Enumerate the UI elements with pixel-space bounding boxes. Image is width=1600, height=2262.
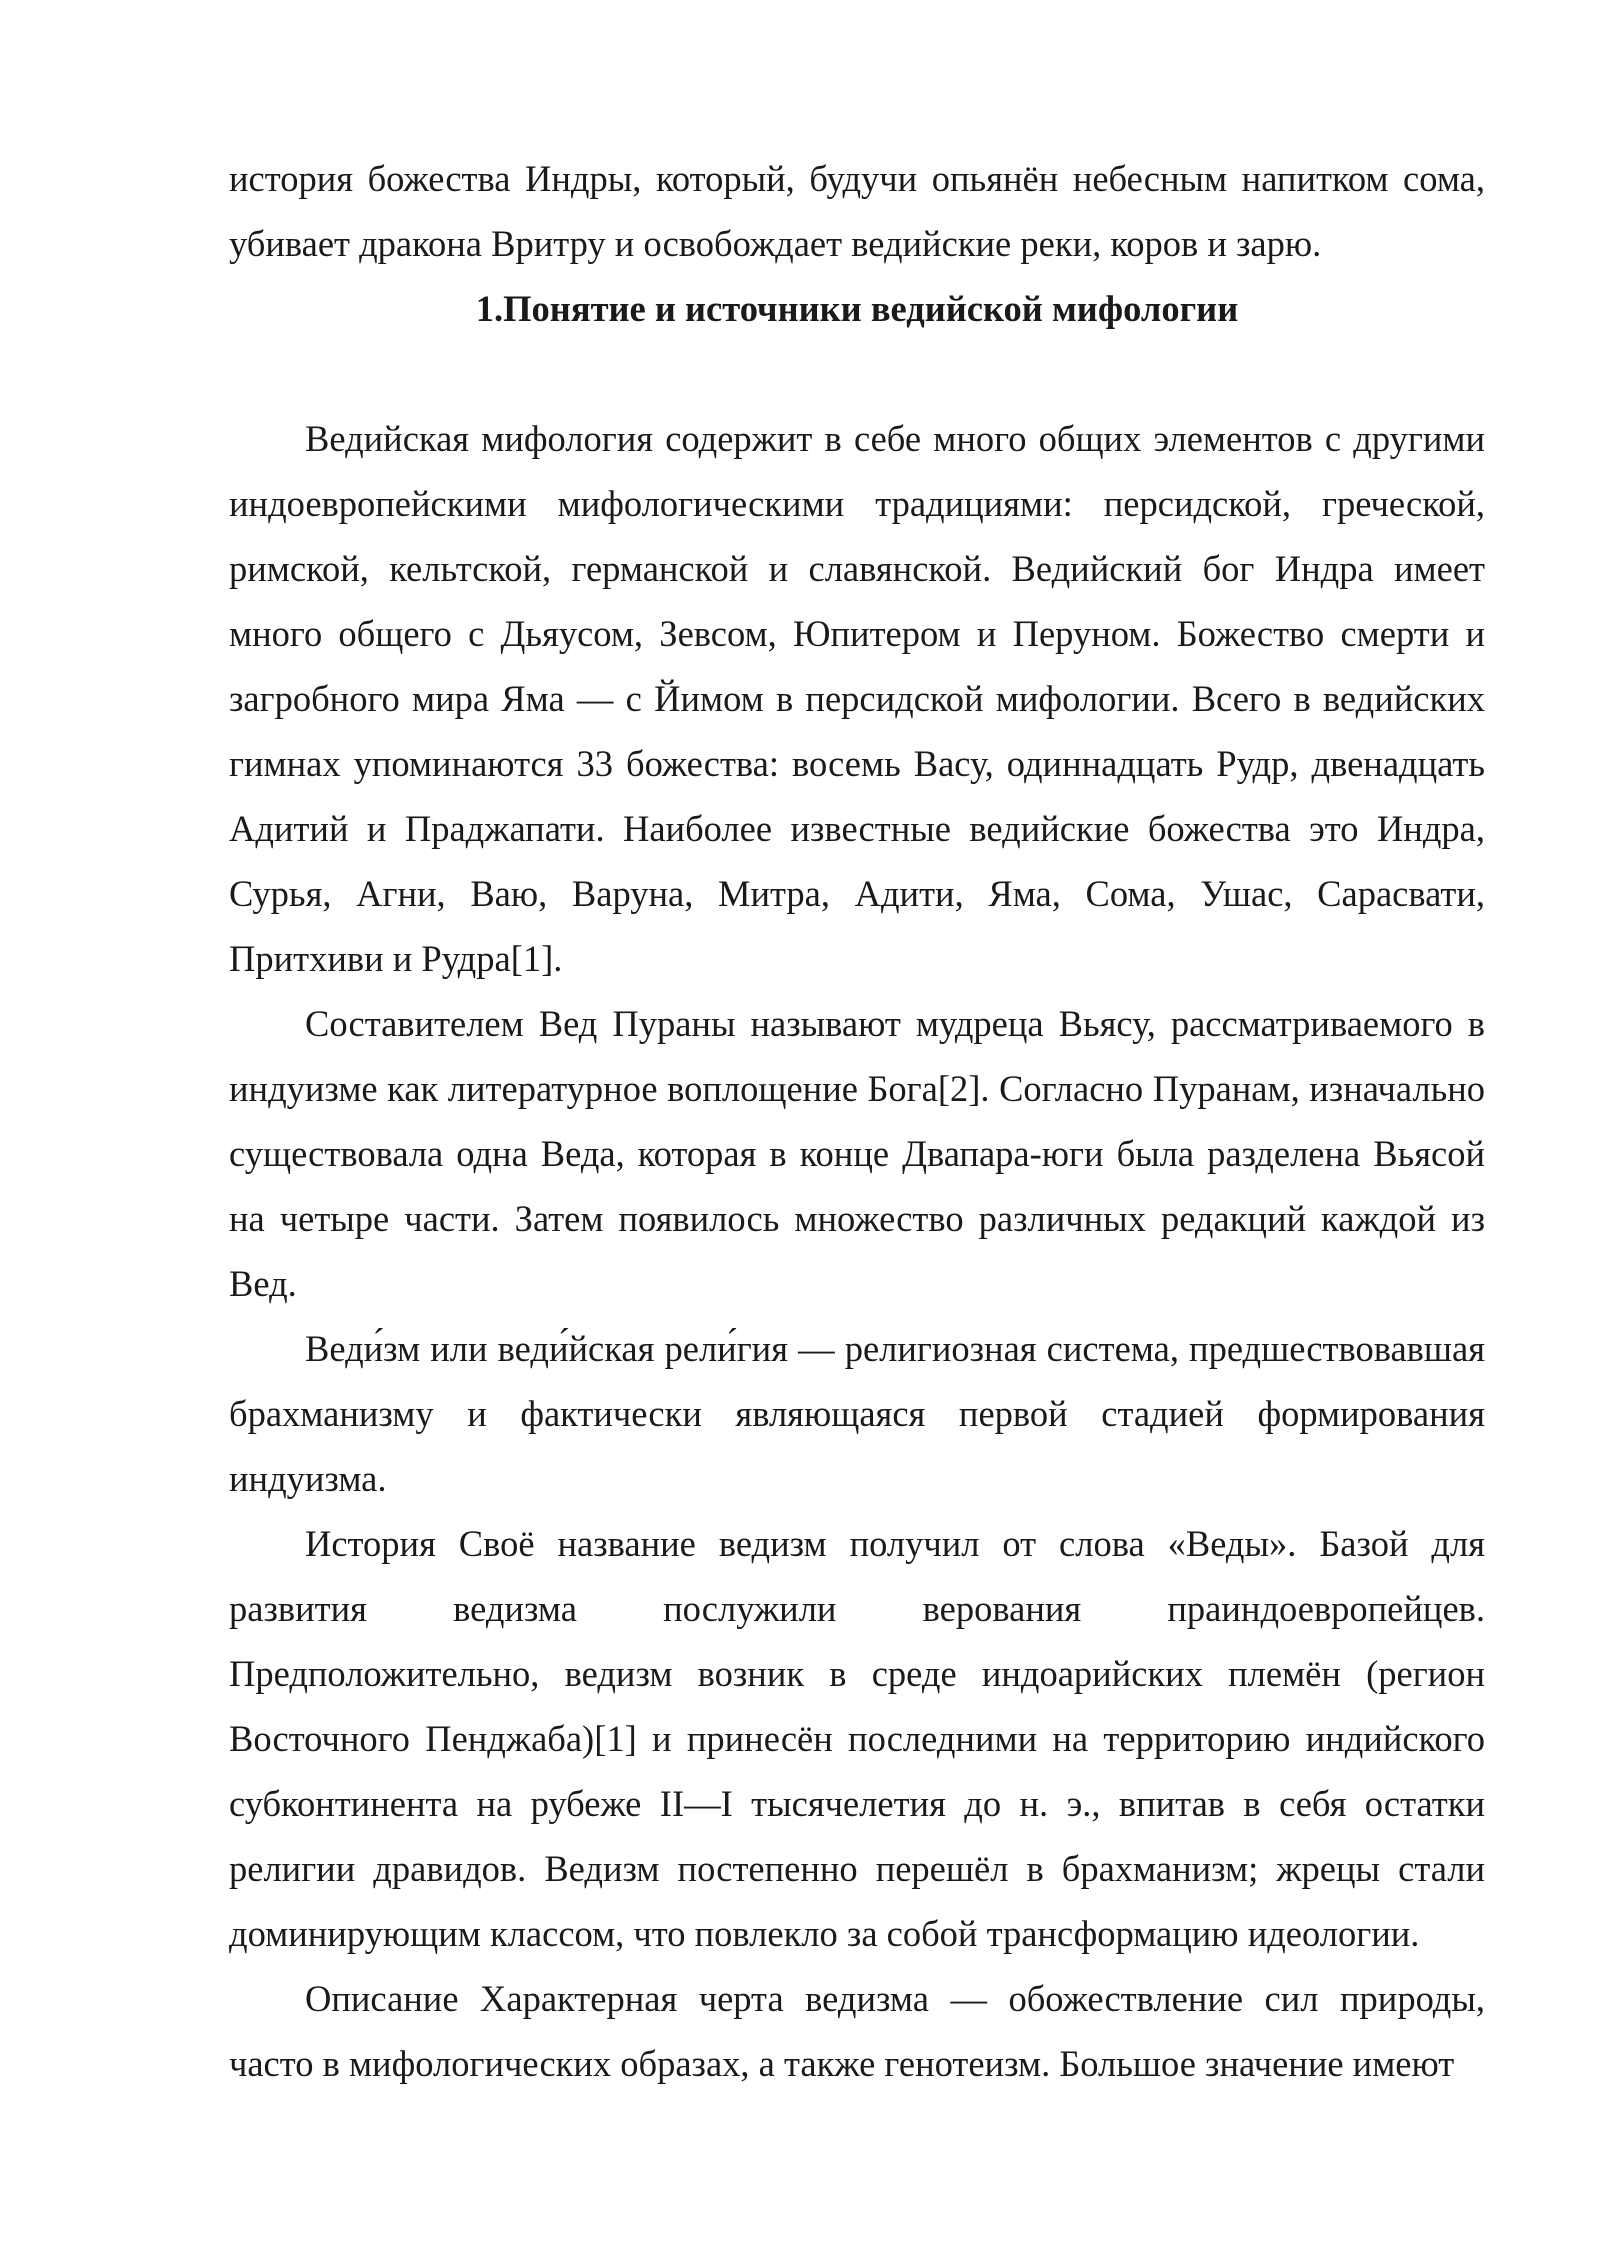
paragraph-vyasa: Составителем Вед Пураны называют мудреца Вьясу, рассматриваемого в индуизме как литературное воплощение Бога[2]. Согласно Пуранам, изначально существовала одна Веда, которая в конце Двапара-юги была разделена Вьясой на четыре части. Затем появилось множество различных редакций каждой из Вед.	[229, 1003, 1485, 1304]
section-heading: 1.Понятие и источники ведийской мифологии	[475, 288, 1239, 329]
paragraph-vedism-definition: Веди́зм или веди́йская рели́гия — религиозная система, предшествовавшая брахманизму и фактически являющаяся первой стадией формирования индуизма.	[229, 1328, 1485, 1499]
paragraph-history: История Своё название ведизм получил от слова «Веды». Базой для развития ведизма послужили верования праиндоевропейцев. Предположительно, ведизм возник в среде индоарийских племён (регион Восточного Пенджаба)[1] и принесён последними на территорию индийского субконтинента на рубеже II—I тысячелетия до н. э., впитав в себя остатки религии дравидов. Ведизм постепенно перешёл в брахманизм; жрецы стали доминирующим классом, что повлекло за собой трансформацию идеологии.	[229, 1523, 1485, 1954]
intro-paragraph: история божества Индры, который, будучи опьянён небесным напитком сома, убивает дракона Вритру и освобождает ведийские реки, коров и зарю.	[229, 158, 1485, 264]
document-body	[229, 146, 1485, 2096]
paragraph-mythology-overview: Ведийская мифология содержит в себе много общих элементов с другими индоевропейскими мифологическими традициями: персидской, греческой, римской, кельтской, германской и славянской. Ведийский бог Индра имеет много общего с Дьяусом, Зевсом, Юпитером и Перуном. Божество смерти и загробного мира Яма — с Йимом в персидской мифологии. Всего в ведийских гимнах упоминаются 33 божества: восемь Васу, одиннадцать Рудр, двенадцать Адитий и Праджапати. Наиболее известные ведийские божества это Индра, Сурья, Агни, Ваю, Варуна, Митра, Адити, Яма, Сома, Ушас, Сарасвати, Притхиви и Рудра[1].	[229, 418, 1485, 979]
spacer	[229, 341, 1485, 406]
paragraph-description: Описание Характерная черта ведизма — обожествление сил природы, часто в мифологических образах, а также генотеизм. Большое значение имеют	[229, 1978, 1485, 2084]
